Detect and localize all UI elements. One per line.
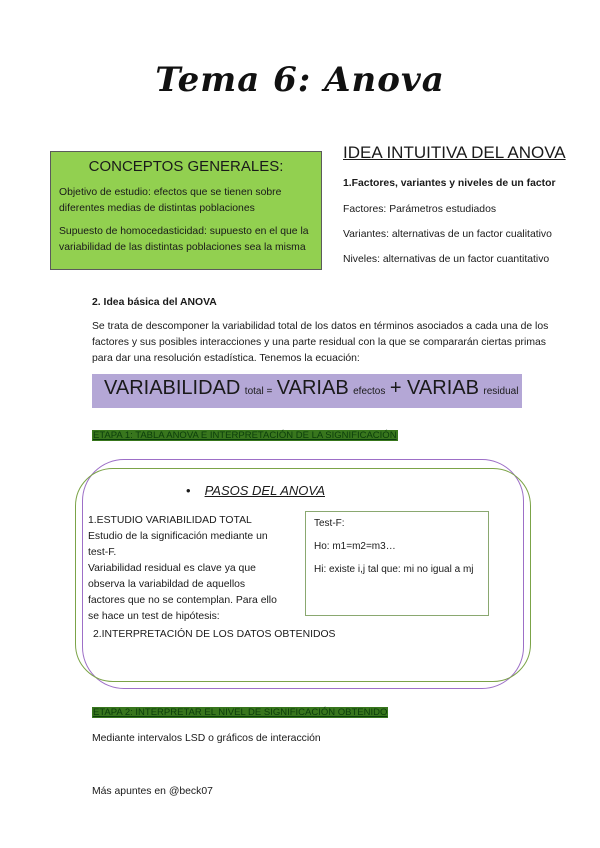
concepts-paragraph-2: Supuesto de homocedasticidad: supuesto en el que la variabilidad de las distintas poblaciones sea la misma — [59, 226, 309, 253]
equation-sub-residual: residual — [483, 386, 519, 397]
equation-term-residual: + VARIAB — [389, 377, 479, 399]
concepts-paragraph-1: Objetivo de estudio: efectos que se tienen sobre diferentes medias de distintas poblaciones — [59, 187, 282, 214]
lsd-text: Mediante intervalos LSD o gráficos de interacción — [92, 733, 321, 744]
footer-text: Más apuntes en @beck07 — [92, 786, 213, 797]
equation-box — [92, 374, 522, 408]
equation-term-total: VARIABILIDAD — [104, 377, 241, 399]
concepts-box — [50, 151, 322, 270]
test-f-label: Test-F: — [314, 518, 345, 529]
stage-2-heading: ETAPA 2: INTERPRETAR EL NIVEL DE SIGNIFICACIÓN OBTENIDO — [93, 707, 388, 718]
idea-subtitle: 1.Factores, variantes y niveles de un factor — [343, 178, 556, 189]
steps-heading-text: PASOS DEL ANOVA — [204, 483, 325, 498]
steps-heading — [186, 483, 325, 498]
concepts-heading: CONCEPTOS GENERALES: — [88, 158, 284, 175]
step-1-title: 1.ESTUDIO VARIABILIDAD TOTAL — [88, 515, 252, 526]
stage-1-heading: ETAPA 1: TABLA ANOVA E INTERPRETACIÓN DE LA SIGNIFICACIÓN — [93, 430, 397, 441]
bullet-icon: • — [186, 483, 191, 498]
page-title: Tema 6: Anova — [155, 60, 445, 100]
alt-hypothesis: Hi: existe i,j tal que: mi no igual a mj — [314, 564, 474, 575]
steps-left-text — [88, 513, 278, 625]
equation-term-efectos: VARIAB — [276, 377, 349, 399]
test-f-box — [305, 511, 489, 616]
step-1-line-1: Estudio de la significación mediante un test-F. — [88, 531, 268, 558]
idea-line-niveles: Niveles: alternativas de un factor cuantitativo — [343, 254, 550, 265]
idea-title: IDEA INTUITIVA DEL ANOVA — [343, 143, 566, 162]
section-2-paragraph: Se trata de descomponer la variabilidad total de los datos en términos asociados a cada una de los factores y sus posibles interacciones y una parte residual con la que se compararán ciertas primas para dar una resolución estadística. Tenemos la ecuación: — [92, 321, 549, 364]
step-1-line-2: Variabilidad residual es clave ya que observa la variabildad de aquellos factores que no se contemplan. Para ello se hace un test de hipótesis: — [88, 563, 277, 622]
idea-line-variantes: Variantes: alternativas de un factor cualitativo — [343, 229, 552, 240]
section-2-heading: 2. Idea básica del ANOVA — [92, 297, 217, 308]
step-2-title: 2.INTERPRETACIÓN DE LOS DATOS OBTENIDOS — [93, 629, 336, 640]
equation-sub-efectos: efectos — [353, 386, 386, 397]
idea-line-factores: Factores: Parámetros estudiados — [343, 204, 497, 215]
equation-sub-total: total = — [244, 386, 273, 397]
null-hypothesis: Ho: m1=m2=m3… — [314, 541, 396, 552]
